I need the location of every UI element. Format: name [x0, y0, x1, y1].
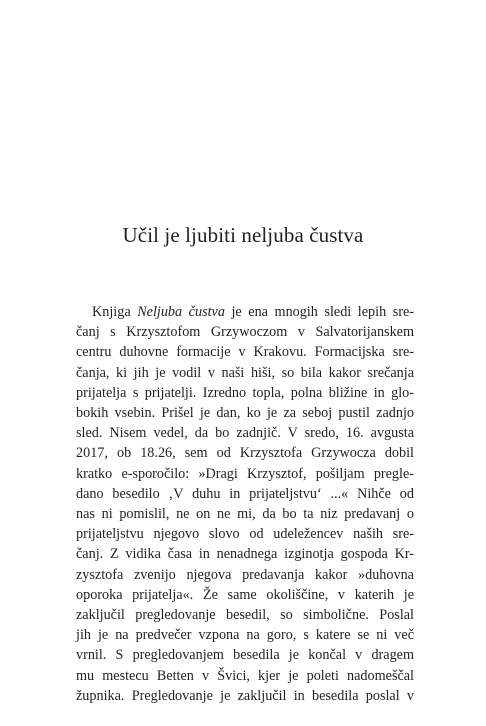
paragraph-line: centru duhovne formacije v Krakovu. Formacijska sre-	[76, 344, 414, 361]
paragraph-line: čanja, ki jih je vodil v naši hiši, so bila kakor srečanja	[76, 364, 414, 381]
paragraph-line: župnika. Pregledovanje je zaključil in besedila poslal v	[76, 687, 414, 704]
paragraph-line: jih je na predvečer vzpona na goro, s katere se ni več	[76, 627, 414, 644]
body-paragraph	[76, 302, 414, 706]
paragraph-line: čanj. Z vidika časa in nenadnega izginotja gospoda Kr-	[76, 546, 414, 563]
line-text-end: je ena mnogih sledi lepih sre-	[224, 304, 414, 320]
paragraph-line: prijatelja s prijatelji. Izredno topla, polna bližine in glo-	[76, 384, 414, 401]
paragraph-line: zaključil pregledovanje besedil, so simbolične. Poslal	[76, 607, 414, 624]
paragraph-line	[76, 302, 414, 322]
paragraph-line: vrnil. S pregledovanjem besedila je končal v dragem	[76, 647, 414, 664]
chapter-title: Učil je ljubiti neljuba čustva	[122, 223, 364, 247]
paragraph-line: 2017, ob 18.26, sem od Krzysztofa Grzywocza dobil	[76, 445, 414, 462]
paragraph-line: kratko e-sporočilo: »Dragi Krzysztof, pošiljam pregle-	[76, 465, 414, 482]
paragraph-line: nas ni pomislil, ne on ne mi, da bo ta niz predavanj o	[76, 506, 414, 523]
paragraph-line: prijateljstvu njegovo slovo od udeležencev naših sre-	[76, 526, 414, 543]
paragraph-line: bokih vsebin. Prišel je dan, ko je za seboj pustil zadnjo	[76, 405, 414, 422]
paragraph-line: dano besedilo ‚V duhu in prijateljstvu‘ ...« Nihče od	[76, 485, 414, 502]
paragraph-line: mu mestecu Betten v Švici, kjer je poleti nadomeščal	[76, 667, 414, 684]
paragraph-line: zysztofa zvenijo njegova predavanja kakor »duhovna	[76, 566, 414, 583]
paragraph-line: oporoka prijatelja«. Že same okoliščine, v katerih je	[76, 586, 414, 603]
line-text-start: Knjiga	[92, 304, 138, 320]
paragraph-line: čanj s Krzysztofom Grzywoczom v Salvatorijanskem	[76, 324, 414, 341]
paragraph-line: sled. Nisem vedel, da bo zadnjič. V sredo, 16. avgusta	[76, 425, 414, 442]
book-title-italic: Neljuba čustva	[137, 304, 225, 320]
